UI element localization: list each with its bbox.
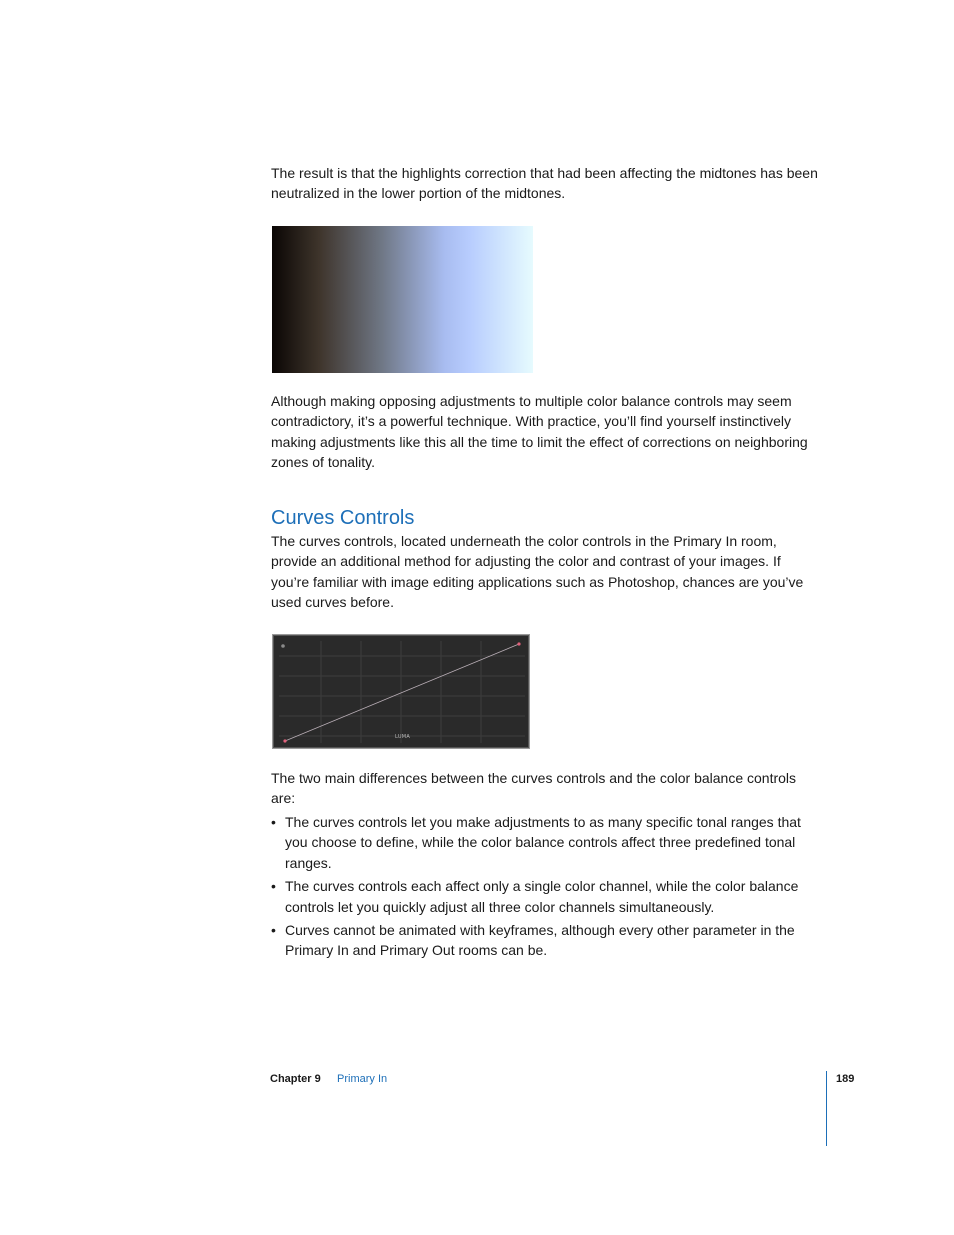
- footer-chapter: Chapter 9: [270, 1073, 321, 1085]
- paragraph-opposing-adjustments: Although making opposing adjustments to multiple color balance controls may seem contradictory, it’s a powerful technique. With practice, you’ll find yourself instinctively making adjustments like this all the time to limit the effect of corrections on neighboring zones of tonality.: [271, 393, 808, 471]
- paragraph-curves-intro: The curves controls, located underneath the color controls in the Primary In room, provide an additional method for adjusting the color and contrast of your images. If you’re familiar with image editing applications such as Photoshop, chances are you’ve used curves before.: [271, 533, 804, 611]
- curve-channel-label: LUMA: [395, 734, 411, 740]
- curve-point-white[interactable]: [517, 642, 520, 645]
- footer-section-link[interactable]: Primary In: [337, 1073, 388, 1085]
- section-heading-curves-controls: Curves Controls: [271, 507, 415, 529]
- list-item-text: Curves cannot be animated with keyframes, although every other parameter in the Primary In and Primary Out rooms can be.: [285, 922, 795, 959]
- curve-line[interactable]: [285, 644, 519, 741]
- list-item-text: The curves controls each affect only a single color channel, while the color balance controls let you quickly adjust all three color channels simultaneously.: [285, 878, 799, 915]
- bullet-icon: •: [271, 878, 276, 895]
- footer-divider: [826, 1071, 827, 1146]
- bullet-icon: •: [271, 814, 276, 830]
- footer-page-number: 189: [836, 1073, 855, 1085]
- list-item: [271, 876, 819, 917]
- differences-list: [271, 812, 819, 964]
- curves-grid: [273, 635, 531, 750]
- bullet-icon: •: [271, 922, 276, 939]
- list-item: [271, 920, 819, 961]
- tonal-gradient-image: [272, 226, 533, 373]
- curve-reset-icon[interactable]: [281, 644, 285, 648]
- curve-point-black[interactable]: [283, 739, 286, 742]
- list-item: [271, 812, 819, 873]
- paragraph-result: The result is that the highlights correction that had been affecting the midtones has been neutralized in the lower portion of the midtones.: [271, 165, 818, 202]
- paragraph-main-differences: The two main differences between the curves controls and the color balance controls are:: [271, 770, 797, 807]
- curves-control-panel: [272, 634, 530, 749]
- list-item-text: The curves controls let you make adjustments to as many specific tonal ranges that you choose to define, while the color balance controls affect three predefined tonal ranges.: [285, 814, 801, 871]
